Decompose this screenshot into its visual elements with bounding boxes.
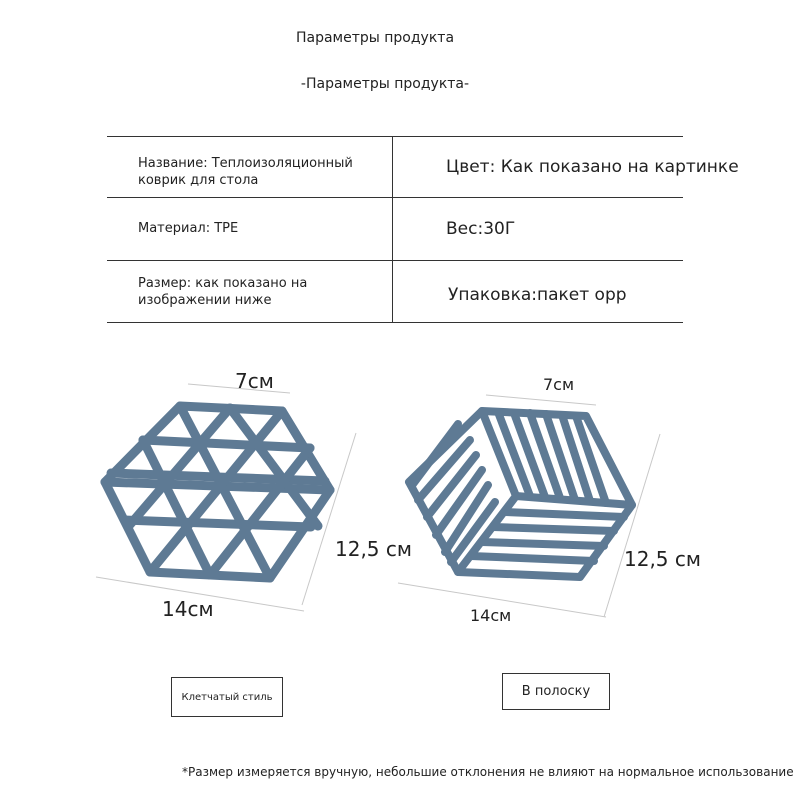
page-title: Параметры продукта: [295, 30, 455, 46]
left-bottom-dimension: 14см: [162, 597, 214, 621]
spec-package: Упаковка:пакет opp: [448, 285, 627, 305]
stripe-style-button[interactable]: [502, 673, 610, 710]
left-top-dimension: 7см: [235, 369, 274, 393]
footnote: *Размер измеряется вручную, небольшие отклонения не влияют на нормальное использование: [182, 765, 794, 779]
right-bottom-dimension: 14см: [470, 606, 512, 625]
spec-weight: Вес:30Г: [446, 219, 516, 239]
grid-mat-image: [96, 384, 356, 611]
section-subtitle: -Параметры продукта-: [300, 76, 470, 92]
grid-style-button[interactable]: [171, 677, 283, 717]
grid-style-label: Клетчатый стиль: [181, 691, 273, 703]
stripe-mat-image: [398, 395, 660, 617]
stripe-style-label: В полоску: [521, 684, 591, 699]
spec-size: Размер: как показано на изображении ниже: [138, 276, 308, 308]
spec-name: Название: Теплоизоляционный коврик для стола: [138, 156, 353, 188]
spec-material: Материал: TPE: [138, 221, 239, 236]
right-top-dimension: 7см: [543, 375, 575, 394]
left-side-dimension: 12,5 см: [335, 537, 412, 561]
right-side-dimension: 12,5 см: [624, 547, 701, 571]
spec-color: Цвет: Как показано на картинке: [446, 157, 739, 177]
